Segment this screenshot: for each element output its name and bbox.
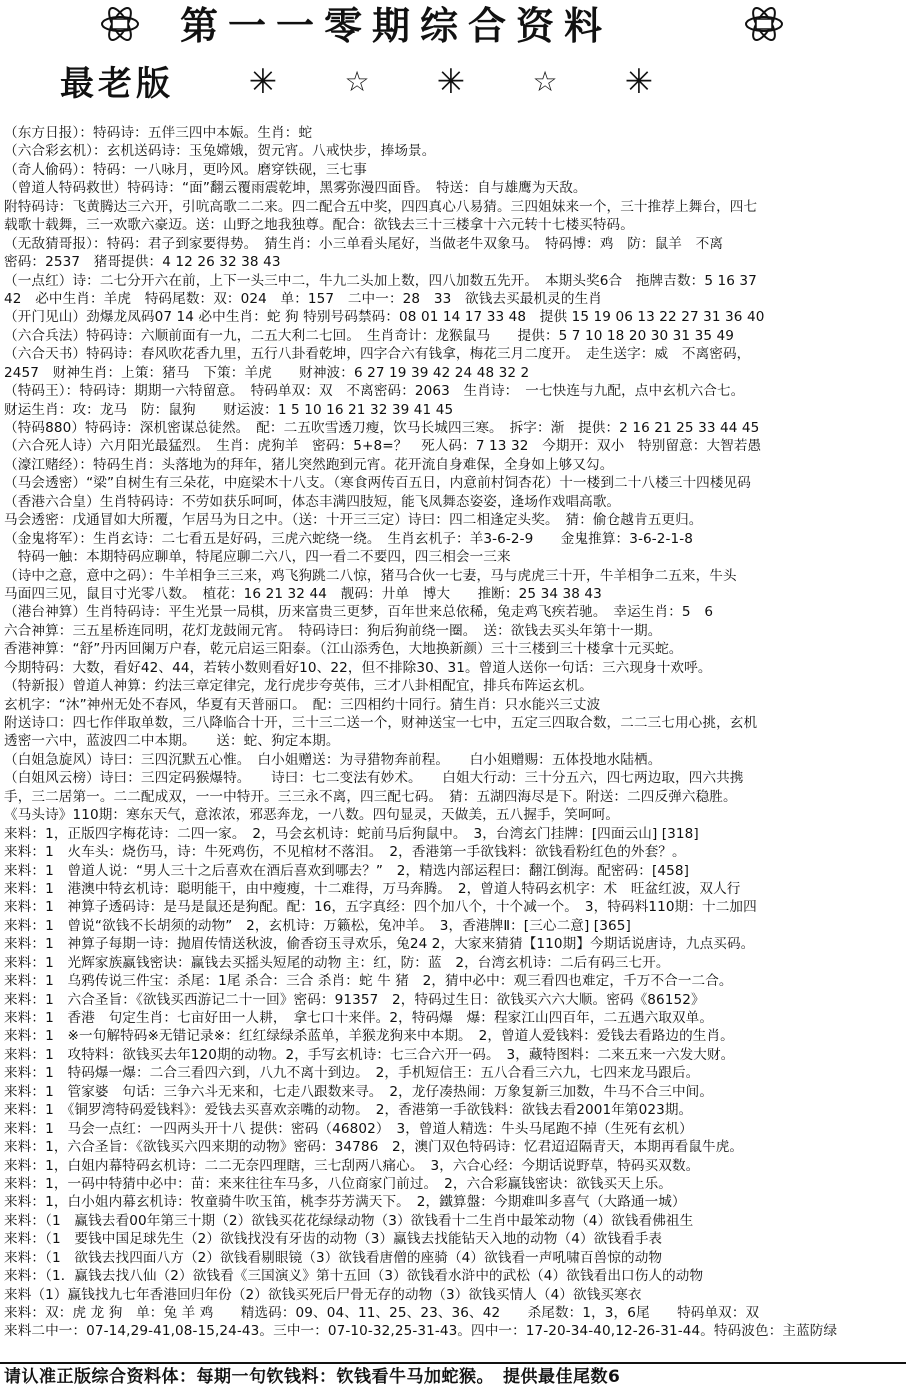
atom-emblem-icon [100, 4, 140, 44]
document-body [4, 124, 902, 1354]
text-line: 透密一六中，蓝波四二中本期。 送：蛇、狗定本期。 [4, 733, 340, 750]
text-line: 来料：1，六合圣旨：《欲钱买六四来期的动物》密码：34786 2，澳门双色特码诗：忆君迢迢隔青天，本期再看鼠牛虎。 [4, 1139, 744, 1156]
text-line: 来料二中一：07-14,29-41,08-15,24-43。三中一：07-10-32,25-31-43。四中一：17-20-34-40,12-26-31-44。特码波色：主蓝防绿 [4, 1323, 838, 1340]
text-line: 载歌十载舞，三一欢歌六豪迈。送：山野之地我独尊。配合：欲钱去三十三楼拿十六元转十七楼买特码。 [4, 217, 634, 234]
text-line: 来料：1 光辉家族赢钱密诀：赢钱去买摇头短尾的动物 主：红，防：蓝 2，台湾玄机诗：二后有码三七开。 [4, 954, 670, 971]
text-line: 来料：1 乌鸦传说三件宝：杀尾：1尾 杀合：三合 杀肖：蛇 牛 猪 2，猜中必中：观三看四也难定，千万不合一二合。 [4, 973, 733, 990]
text-line: 特码一触：本期特码应聊单，特尾应聊二六八，四一看二不要四，四三相会一三来 [4, 549, 511, 566]
text-line: 来料：双：虎 龙 狗 单：兔 羊 鸡 精选码：09、04、11、25、23、36、42 杀尾数：1，3，6尾 特码单双：双 [4, 1305, 760, 1321]
text-line: 来料：1，正版四字梅花诗：二四一家。 2，马会玄机诗：蛇前马后狗鼠中。 3，台湾玄门挂牌：[四面云山] [318] [4, 825, 699, 842]
text-line: 来料：1 火车头：烧伤马，诗：牛死鸡伤，不见棺材不落泪。 2，香港第一手欲钱料：欲钱看粉红色的外套？。 [4, 844, 686, 861]
text-line: （特码王）：特码诗：期期一六特留意。 特码单双：双 不离密码：2063 生肖诗： 一七快连与九配，点中玄机六合七。 [4, 383, 745, 400]
text-line: （奇人偷码）：特码：一八咏月，更吟风。磨穿铁砚，三七事 [4, 161, 367, 178]
decorative-marks [240, 60, 662, 104]
text-line: 香港神算：“舒”丹丙回阑万户春，乾元启运三阳泰。（江山添秀色，大地换新颜）三十三楼到三十楼拿十元买蛇。 [4, 641, 683, 658]
text-line: （曾道人特码救世）特码诗：“面”翻云覆雨震乾坤，黑雾弥漫四面昏。 特送：自与雄鹰为天敌。 [4, 180, 587, 197]
text-line: 手，三二居第一。二二配成双，一一中特开。三三永不离，四三配七码。 猜：五湖四海尽是下。附送：二四反弹六稳胜。 [4, 788, 737, 805]
text-line: （金鬼将军）：生肖玄诗：二七看五是好码，三虎六蛇绕一绕。 生肖玄机子：羊3-6-2-9 金鬼推算：3-6-2-1-8 [4, 530, 694, 547]
text-line: 42 必中生肖：羊虎 特码尾数：双：024 单：157 二中一：28 33 欲钱去买最机灵的生肖 [4, 290, 602, 307]
text-line: 来料：1 马会一点红：一四两头开十八 提供：密码（46802） 3，曾道人精选：牛头马尾跑不掉（生死有玄机） [4, 1120, 693, 1137]
text-line: 来料：（1．赢钱去找八仙（2）欲钱看《三国演义》第十五回（3）欲钱看水浒中的武松（4）欲钱看出口伤人的动物 [4, 1268, 704, 1285]
text-line: （六合天书）特码诗：春风吹花香九里，五行八卦看乾坤，四字合六有钱拿，梅花三月二度开。 走生送字：威 不离密码， [4, 346, 751, 363]
page-header [0, 0, 906, 118]
star-icon: ☆ [344, 65, 370, 98]
text-line: 来料：1 《铜罗湾特码爱钱料》：爱钱去买喜欢亲嘴的动物。 2，香港第一手欲钱料：欲钱去看2001年第023期。 [4, 1102, 693, 1119]
text-line: （东方日报）：特码诗：五伴三四中本娠。生肖：蛇 [4, 125, 313, 141]
text-line: 财运生肖：攻：龙马 防：鼠狗 财运波：1 5 10 16 21 32 39 41 45 [4, 401, 454, 418]
asterisk-icon: ✳ [624, 62, 654, 102]
footer-text: 请认准正版综合资料体：每期一句钦钱料：钦钱看牛马加蛇猴。 提供最佳尾数6 [4, 1367, 621, 1387]
text-line: 六合神算：三五星桥连同明，花灯龙鼓闹元宵。 特码诗曰：狗后狗前绕一圈。 送：欲钱去买头年第十一期。 [4, 622, 662, 639]
text-line: 玄机字：“沐”神州无处不春风，华夏有天普丽口。 配：三四相约十同行。猜生肖：只水能兴三丈波 [4, 696, 601, 713]
text-line: 来料：1 神算子每期一诗：抛眉传情送秋波，偷香窃玉寻欢乐，兔24 2，大家来猜猜【110期】今期话说唐诗，九点买码。 [4, 936, 755, 953]
text-line: （特新报）曾道人神算：约法三章定律完，龙行虎步夸英伟，三才八卦相配宜，排兵布阵运玄机。 [4, 678, 593, 695]
text-line: （香港六合皇）生肖特码诗：不劳如获乐呵呵，体态丰满四肢短，能飞凤舞态姿姿，逢场作戏唱高歌。 [4, 493, 621, 510]
text-line: 来料：1 香港 句定生肖：七亩好田一人耕， 拿七口十来伴。2，特码爆 爆：程家江山四百年，二五遇六取双单。 [4, 1010, 714, 1026]
text-line: （白姐风云榜）诗曰：三四定码猴爆特。 诗曰：七二变法有妙术。 白姐大行动：三十分五六，四七两边取，四六共携 [4, 770, 744, 787]
text-line: 来料：1 ※一句解特码※无错记录※：红红绿绿杀蓝单，羊猴龙狗来中本期。 2，曾道人爱钱料：爱钱去看路边的生肖。 [4, 1028, 734, 1045]
text-line: （马会透密）“梁”自树生有三朵花，中庭梁木十八支。（寒食两传百五日，内意前村饲杏花）十一楼到二十八楼三十四楼见码 [4, 475, 751, 492]
text-line: （诗中之意，意中之码）：牛羊相争三三来，鸡飞狗跳二八惊，猪马合伙一七妻，马与虎虎三十开，牛羊相争二五来，牛头 [4, 567, 737, 584]
asterisk-icon: ✳ [436, 62, 466, 102]
text-line: 来料：1，一码中特猜中必中：苗：来来往往车马多，八位商家门前过。 2，六合彩赢钱密诀：欲钱买天上乐。 [4, 1175, 672, 1192]
star-icon: ☆ [532, 65, 558, 98]
text-line: 《马头诗》110期：寒东天气，意浓浓，邪恶奔龙，一八数。四句显灵，天做美，五八握手，笑呵呵。 [4, 807, 620, 824]
page-title: 第一一零期综合资料 [180, 3, 613, 48]
edition-label: 最老版 [60, 64, 174, 104]
text-line: （一点红）诗：二七分开六在前，上下一头三中二，牛九二头加上数，四八加数五先开。 本期头奖6合 拖牌吉数：5 16 37 [4, 272, 757, 289]
text-line: 来料（1）赢钱找九七年香港回归年份（2）欲钱买死后尸骨无存的动物（3）欲钱买情人（4）欲钱买寒衣 [4, 1286, 642, 1303]
text-line: 来料：（1 要钱中国足球先生（2）欲钱找没有牙齿的动物（3）赢钱去找能钻天入地的动物（4）欲钱看手表 [4, 1231, 663, 1248]
text-line: （濠江赌经）：特码生肖：头落地为的拜年，猪儿突然跑到元宵。花开流自身难保，全身如上够又勾。 [4, 456, 614, 473]
text-line: （六合兵法）特码诗：六顺前面有一九，二五大利二七回。 生肖奇计：龙猴鼠马 提供：5 7 10 18 20 30 31 35 49 [4, 327, 734, 344]
atom-emblem-icon [744, 4, 784, 44]
footer-banner [0, 1362, 906, 1390]
text-line: （六合彩玄机）：玄机送码诗：玉兔嫦娥，贺元宵。八戒快步，捧场景。 [4, 143, 436, 160]
text-line: 来料：1 攻特料：欲钱买去年120期的动物。2，手写玄机诗：七三合六开一码。 3，藏特图料：二来五来一六发大财。 [4, 1046, 735, 1063]
text-line: 来料：1，白小姐内幕玄机诗：牧童骑牛吹玉笛，桃李芬芳满天下。 2，鐵算盤：今期难叫多喜气（大路通一城） [4, 1194, 686, 1211]
text-line: （白姐急旋风）诗曰：三四沉默五心惟。 白小姐赠送：为寻猎物奔前程。 白小姐赠赐：五体投地水陆栖。 [4, 751, 662, 768]
text-line: （特码880）特码诗：深机密谋总徒然。 配：二五吹雪透刀瘦，饮马长城四三寒。 拆字：渐 提供：2 16 21 25 33 44 45 [4, 420, 760, 436]
text-line: （开门见山）劲爆龙凤码07 14 必中生肖：蛇 狗 特别号码禁码：08 01 14 17 33 48 提供 15 19 06 13 22 27 31 36 40 [4, 309, 765, 326]
asterisk-icon: ✳ [248, 62, 278, 102]
text-line: 马面四三见，鼠目寸光零八数。 植花：16 21 32 44 靓码：廾单 博大 推断：25 34 38 43 [4, 585, 602, 602]
text-line: 来料：（1 赢钱去看00年第三十期（2）欲钱买花花绿绿动物（3）欲钱看十二生肖中最笨动物（4）欲钱看佛祖生 [4, 1212, 694, 1229]
text-line: （无敌猜哥报）：特码：君子到家要得势。 猜生肖：小三单看头尾好，当做老牛双象马。 特码博：鸡 防：鼠羊 不离 [4, 235, 724, 252]
text-line: 来料：1 管家婆 句话：三争六斗无来和，七走八跟数来寻。 2，龙仔凑热闹：万象复新三加数，牛马不合三中间。 [4, 1083, 714, 1100]
text-line: 来料：1 特码爆一爆：二合三看四六到，八九不离十到边。 2，手机短信王：五八合看三六九，七四来龙马跟后。 [4, 1065, 700, 1082]
text-line: 来料：（1 欲钱去找四面八方（2）欲钱看剔眼镜（3）欲钱看唐僧的座骑（4）欲钱看一声吼啸百兽惊的动物 [4, 1249, 663, 1266]
text-line: 马会透密：戊通冒如大所覆，乍居马为日之中。（送：十开三三定）诗曰：四二相逢定头奖。 猜：偷仓越肯五更归。 [4, 512, 703, 529]
text-line: （六合死人诗）六月阳光最猛烈。 生肖：虎狗羊 密码：5+8=？ 死人码：7 13 32 今期开：双小 特别留意：大智若愚 [4, 438, 762, 455]
text-line: 来料：1 港澳中特玄机诗：聪明能干，由中瘦瘦，十二难得，万马奔腾。 2，曾道人特码玄机字：术 旺盆红波，双人行 [4, 880, 741, 897]
text-line: 密码：2537 猪哥提供：4 12 26 32 38 43 [4, 254, 281, 271]
text-line: 来料：1 曾说“欲钱不长胡须的动物” 2，玄机诗：万籁松，兔冲羊。 3，香港牌Ⅱ：[三心二意] [365] [4, 917, 631, 934]
text-line: 附特码诗：飞黄腾达三六开，引吭高歌二二来。四二配合五中奖，四四真心八易猜。三四姐妹来一个，三十推荐上舞台，四七 [4, 198, 758, 215]
text-line: 来料：1 曾道人说：“男人三十之后喜欢在酒后喜欢到哪去？” 2，精选内部运程曰：翻江倒海。配密码：[458] [4, 862, 690, 879]
text-line: 来料：1 神算子透码诗：是马是鼠还是狗配。配：16，五字真经：四个加八个，十个减一个。 3，特码料110期：十二加四 [4, 899, 757, 916]
text-line: 今期特码：大数，看好42、44，若转小数则看好10、22，但不排除30、31。曾道人送你一句话：三六现身十欢呼。 [4, 659, 712, 676]
text-line: 来料：1 六合圣旨：《欲钱买西游记二十一回》密码：91357 2，特码过生日：欲钱买六六大顺。密码《86152》 [4, 991, 705, 1008]
text-line: 来料：1，白姐内幕特码玄机诗：二二无奈四理瞎，三七刮两八痛心。 3，六合心经：今期话说野草，特码买双数。 [4, 1157, 700, 1174]
text-line: 2457 财神生肖：上策：猪马 下策：羊虎 财神波：6 27 19 39 42 24 48 32 2 [4, 364, 530, 381]
text-line: 附送诗口：四七作伴取单数，三八降临合十开，三十三二送一个，财神送宝一七中，五定三四取合数，二二三七用心挑，玄机 [4, 715, 758, 731]
text-line: （港台神算）生肖特码诗：平生光景一局棋，历来富贵三更梦，百年世来总依稀，兔走鸡飞疾若驰。 幸运生肖：5 6 [4, 604, 714, 621]
